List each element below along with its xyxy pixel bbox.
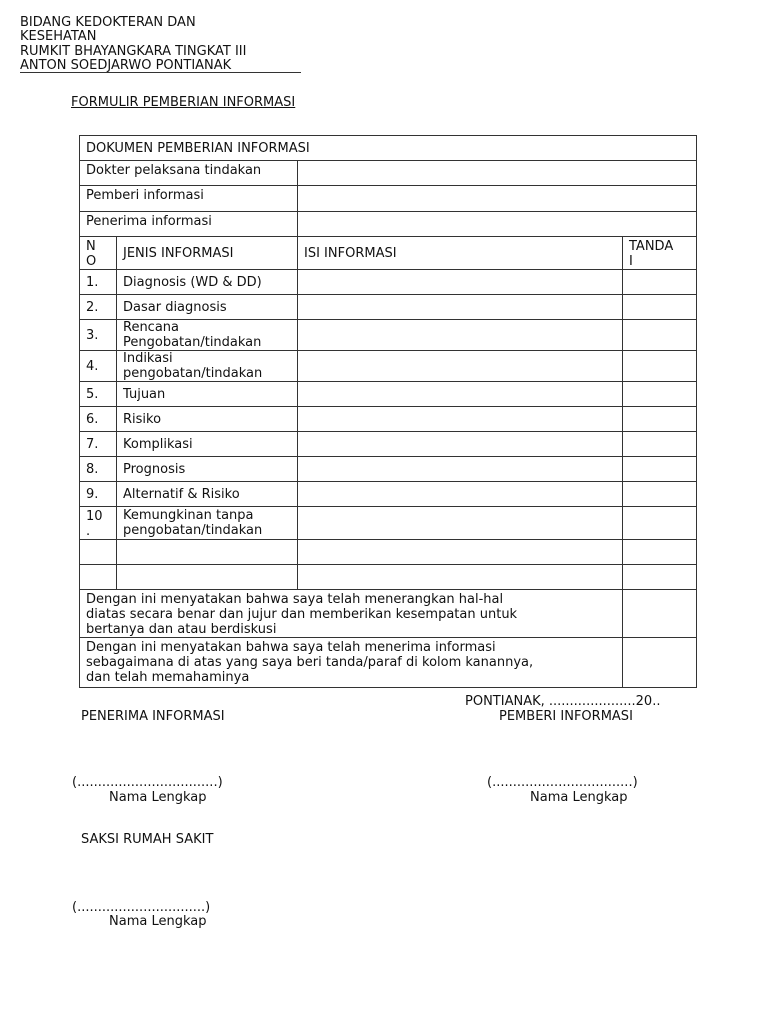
statement-pemberi-paraf-cell[interactable] [623, 590, 697, 638]
statement-penerima-line2: sebagaimana di atas yang saya beri tanda/paraf di kolom kanannya, [86, 655, 534, 670]
pemberi-signature-line: (..................................) [487, 775, 638, 790]
row-isi-cell[interactable] [298, 382, 623, 407]
penerima-name-caption: Nama Lengkap [109, 790, 207, 805]
empty-cell[interactable] [117, 565, 298, 590]
pemberi-name-caption: Nama Lengkap [530, 790, 628, 805]
table-row [80, 320, 697, 351]
table-row [80, 507, 697, 540]
row-isi-cell[interactable] [298, 351, 623, 382]
row-jenis: Tujuan [117, 382, 298, 407]
field-value-pemberi[interactable] [298, 186, 697, 212]
row-no [80, 507, 117, 540]
row-jenis-line2: pengobatan/tindakan [123, 523, 263, 538]
information-table [79, 135, 697, 688]
empty-cell[interactable] [80, 565, 117, 590]
row-no: 6. [80, 407, 117, 432]
empty-cell[interactable] [117, 540, 298, 565]
statement-penerima-line1: Dengan ini menyatakan bahwa saya telah menerima informasi [86, 640, 496, 655]
row-tanda-cell[interactable] [623, 382, 697, 407]
empty-cell[interactable] [623, 540, 697, 565]
row-isi-cell[interactable] [298, 270, 623, 295]
statement-penerima-paraf-cell[interactable] [623, 638, 697, 688]
row-jenis: Prognosis [117, 457, 298, 482]
col-header-tanda [623, 237, 697, 270]
saksi-label: SAKSI RUMAH SAKIT [81, 832, 214, 847]
statement-row [80, 590, 697, 638]
row-jenis: Diagnosis (WD & DD) [117, 270, 298, 295]
row-no: 4. [80, 351, 117, 382]
row-tanda-cell[interactable] [623, 295, 697, 320]
statement-row [80, 638, 697, 688]
col-header-tanda-line1: TANDA [629, 239, 674, 254]
statement-pemberi-line3: bertanya dan atau berdiskusi [86, 622, 277, 637]
col-header-no-line2: O [86, 254, 97, 269]
empty-cell[interactable] [298, 565, 623, 590]
row-jenis [117, 320, 298, 351]
row-isi-cell[interactable] [298, 320, 623, 351]
row-tanda-cell[interactable] [623, 482, 697, 507]
pemberi-label: PEMBERI INFORMASI [499, 709, 633, 724]
row-tanda-cell[interactable] [623, 407, 697, 432]
column-header-row [80, 237, 697, 270]
table-title: DOKUMEN PEMBERIAN INFORMASI [80, 136, 697, 161]
table-row [80, 482, 697, 507]
penerima-label: PENERIMA INFORMASI [81, 709, 225, 724]
empty-row [80, 540, 697, 565]
row-tanda-cell[interactable] [623, 457, 697, 482]
col-header-isi: ISI INFORMASI [298, 237, 623, 270]
table-row [80, 351, 697, 382]
row-no: 7. [80, 432, 117, 457]
col-header-tanda-line2: I [629, 254, 633, 269]
field-row [80, 212, 697, 237]
institution-line-4: ANTON SOEDJARWO PONTIANAK [20, 58, 232, 73]
table-row [80, 295, 697, 320]
saksi-name-caption: Nama Lengkap [109, 914, 207, 929]
empty-cell[interactable] [623, 565, 697, 590]
col-header-no [80, 237, 117, 270]
row-tanda-cell[interactable] [623, 270, 697, 295]
row-no: 1. [80, 270, 117, 295]
row-no: 2. [80, 295, 117, 320]
statement-pemberi [80, 590, 623, 638]
empty-cell[interactable] [80, 540, 117, 565]
row-jenis [117, 351, 298, 382]
row-jenis: Alternatif & Risiko [117, 482, 298, 507]
empty-cell[interactable] [298, 540, 623, 565]
statement-pemberi-line1: Dengan ini menyatakan bahwa saya telah menerangkan hal-hal [86, 592, 504, 607]
penerima-signature-line: (..................................) [72, 775, 223, 790]
row-tanda-cell[interactable] [623, 432, 697, 457]
institution-line-1: BIDANG KEDOKTERAN DAN [20, 15, 196, 30]
table-title-row [80, 136, 697, 161]
field-value-dokter[interactable] [298, 161, 697, 186]
empty-row [80, 565, 697, 590]
row-isi-cell[interactable] [298, 407, 623, 432]
table-row [80, 457, 697, 482]
row-no: 5. [80, 382, 117, 407]
row-jenis-line1: Indikasi [123, 351, 173, 366]
row-no-line1: 10 [86, 509, 103, 524]
institution-line-3: RUMKIT BHAYANGKARA TINGKAT III [20, 44, 247, 59]
field-row [80, 161, 697, 186]
row-jenis: Dasar diagnosis [117, 295, 298, 320]
field-label-pemberi: Pemberi informasi [80, 186, 298, 212]
row-jenis-line2: pengobatan/tindakan [123, 366, 263, 381]
row-tanda-cell[interactable] [623, 351, 697, 382]
table-row [80, 382, 697, 407]
row-no: 8. [80, 457, 117, 482]
row-isi-cell[interactable] [298, 457, 623, 482]
field-label-penerima: Penerima informasi [80, 212, 298, 237]
statement-penerima [80, 638, 623, 688]
institution-line-2: KESEHATAN [20, 29, 97, 44]
row-jenis-line2: Pengobatan/tindakan [123, 335, 262, 350]
row-no-line2: . [86, 524, 91, 539]
row-jenis-line1: Kemungkinan tanpa [123, 508, 254, 523]
field-value-penerima[interactable] [298, 212, 697, 237]
table-row [80, 432, 697, 457]
col-header-no-line1: N [86, 239, 96, 254]
table-row [80, 270, 697, 295]
row-isi-cell[interactable] [298, 432, 623, 457]
statement-penerima-line3: dan telah memahaminya [86, 670, 250, 685]
row-tanda-cell[interactable] [623, 320, 697, 351]
saksi-signature-line: (...............................) [72, 900, 211, 915]
place-date: PONTIANAK, .....................20.. [465, 694, 661, 709]
row-jenis: Risiko [117, 407, 298, 432]
row-no: 9. [80, 482, 117, 507]
row-jenis: Komplikasi [117, 432, 298, 457]
row-no: 3. [80, 320, 117, 351]
form-title: FORMULIR PEMBERIAN INFORMASI [71, 95, 296, 110]
table-row [80, 407, 697, 432]
row-isi-cell[interactable] [298, 507, 623, 540]
row-jenis [117, 507, 298, 540]
field-label-dokter: Dokter pelaksana tindakan [80, 161, 298, 186]
header-underline [20, 72, 301, 73]
row-isi-cell[interactable] [298, 295, 623, 320]
field-row [80, 186, 697, 212]
row-tanda-cell[interactable] [623, 507, 697, 540]
row-isi-cell[interactable] [298, 482, 623, 507]
statement-pemberi-line2: diatas secara benar dan jujur dan memberikan kesempatan untuk [86, 607, 518, 622]
col-header-jenis: JENIS INFORMASI [117, 237, 298, 270]
row-jenis-line1: Rencana [123, 320, 180, 335]
